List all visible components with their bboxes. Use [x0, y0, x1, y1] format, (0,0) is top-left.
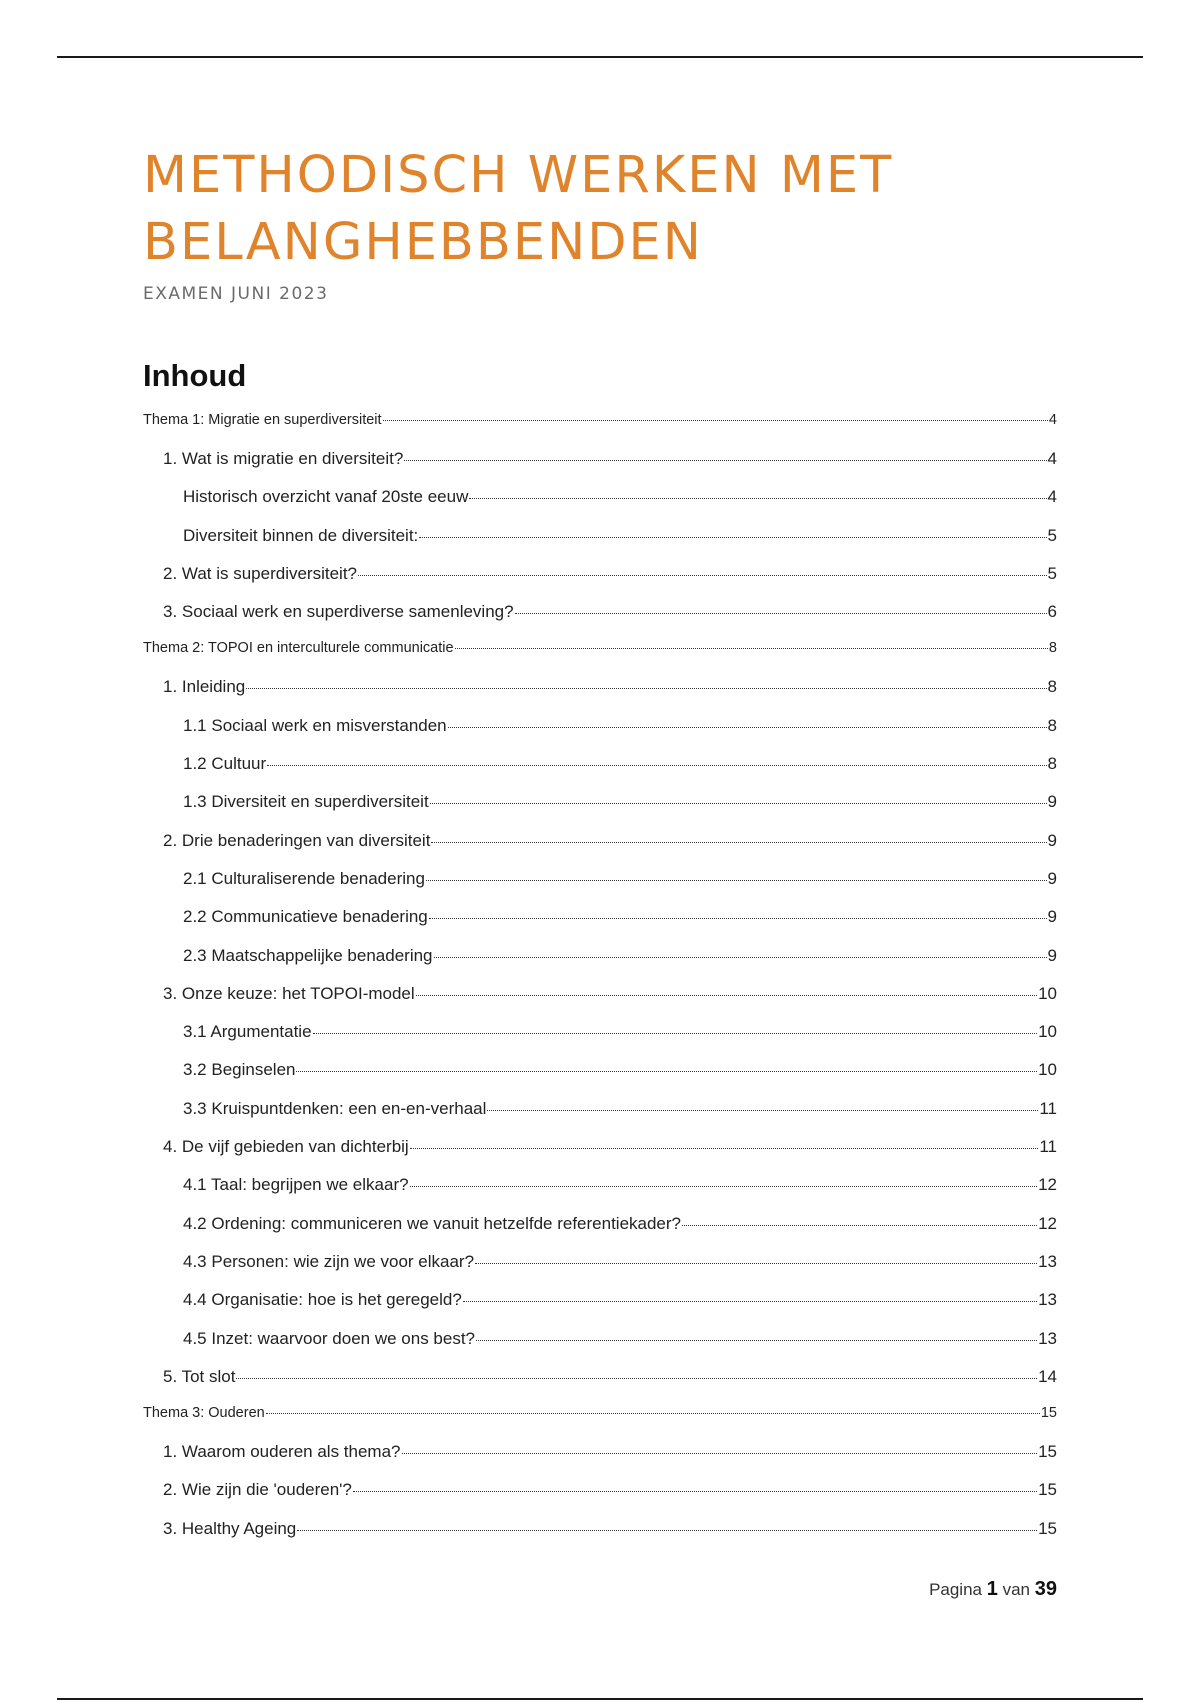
toc-entry-page: 5	[1047, 563, 1057, 583]
toc-dot-leader	[296, 1071, 1037, 1072]
toc-entry[interactable]	[143, 1329, 1057, 1367]
toc-entry-text: Thema 2: TOPOI en interculturele communicatie	[143, 640, 454, 657]
toc-dot-leader	[431, 842, 1046, 843]
toc-entry-text: 3. Healthy Ageing	[163, 1518, 297, 1538]
toc-entry-page: 8	[1047, 677, 1057, 697]
toc-entry-text: Thema 3: Ouderen	[143, 1405, 265, 1422]
toc-dot-leader	[515, 613, 1047, 614]
toc-entry-text: 2. Wat is superdiversiteit?	[163, 563, 357, 583]
toc-dot-leader	[455, 648, 1048, 649]
toc-entry-page: 10	[1038, 983, 1057, 1003]
toc-entry-text: 4.4 Organisatie: hoe is het geregeld?	[183, 1290, 462, 1310]
toc-entry-page: 11	[1039, 1137, 1057, 1157]
toc-entry[interactable]	[143, 1022, 1057, 1060]
toc-entry-page: 9	[1047, 830, 1057, 850]
toc-dot-leader	[404, 460, 1046, 461]
toc-entry-page: 4	[1048, 412, 1057, 428]
toc-entry-page: 14	[1038, 1366, 1057, 1386]
footer-middle: van	[1002, 1580, 1031, 1599]
toc-entry-text: 4.5 Inzet: waarvoor doen we ons best?	[183, 1328, 476, 1348]
toc-entry[interactable]	[143, 677, 1057, 715]
toc-dot-leader	[426, 880, 1047, 881]
toc-entry[interactable]	[143, 946, 1057, 984]
toc-entry-text: 5. Tot slot	[163, 1366, 236, 1386]
toc-dot-leader	[469, 498, 1046, 499]
toc-dot-leader	[353, 1491, 1037, 1492]
toc-entry-text: 4.2 Ordening: communiceren we vanuit hetzelfde referentiekader?	[183, 1213, 682, 1233]
toc-dot-leader	[475, 1263, 1037, 1264]
toc-dot-leader	[313, 1033, 1038, 1034]
toc-entry-text: Historisch overzicht vanaf 20ste eeuw	[183, 487, 469, 507]
toc-dot-leader	[266, 1413, 1040, 1414]
toc-entry[interactable]	[143, 1099, 1057, 1137]
toc-entry[interactable]	[143, 1290, 1057, 1328]
toc-entry-text: Diversiteit binnen de diversiteit:	[183, 525, 419, 545]
toc-entry[interactable]	[143, 1442, 1057, 1480]
toc-entry[interactable]	[143, 984, 1057, 1022]
toc-entry-text: 1.3 Diversiteit en superdiversiteit	[183, 792, 429, 812]
toc-dot-leader	[487, 1110, 1038, 1111]
toc-entry-text: 4.1 Taal: begrijpen we elkaar?	[183, 1175, 409, 1195]
toc-entry[interactable]	[143, 1480, 1057, 1518]
toc-entry-page: 13	[1038, 1328, 1057, 1348]
toc-entry[interactable]	[143, 792, 1057, 830]
toc-entry[interactable]	[143, 907, 1057, 945]
toc-dot-leader	[402, 1453, 1038, 1454]
toc-entry[interactable]	[143, 487, 1057, 525]
toc-entry[interactable]	[143, 1519, 1057, 1557]
toc-dot-leader	[383, 420, 1048, 421]
toc-dot-leader	[434, 957, 1047, 958]
toc-dot-leader	[463, 1301, 1037, 1302]
toc-entry[interactable]	[143, 640, 1057, 677]
toc-entry-page: 13	[1038, 1290, 1057, 1310]
toc-entry-page: 9	[1047, 792, 1057, 812]
toc-entry-text: 2. Drie benaderingen van diversiteit	[163, 830, 431, 850]
toc-dot-leader	[419, 537, 1046, 538]
toc-entry[interactable]	[143, 869, 1057, 907]
toc-entry[interactable]	[143, 1060, 1057, 1098]
toc-entry-page: 5	[1047, 525, 1057, 545]
footer-total-pages: 39	[1034, 1578, 1057, 1600]
toc-entry[interactable]	[143, 1137, 1057, 1175]
toc-entry-page: 9	[1047, 945, 1057, 965]
toc-entry-page: 15	[1040, 1405, 1057, 1422]
document-subtitle: EXAMEN JUNI 2023	[143, 284, 329, 304]
toc-dot-leader	[410, 1186, 1038, 1187]
toc-entry[interactable]	[143, 564, 1057, 602]
toc-dot-leader	[682, 1225, 1037, 1226]
toc-heading: Inhoud	[143, 358, 247, 393]
page-footer	[929, 1578, 1057, 1601]
toc-dot-leader	[267, 765, 1046, 766]
toc-entry-page: 4	[1047, 449, 1057, 468]
toc-entry[interactable]	[143, 1175, 1057, 1213]
toc-entry[interactable]	[143, 1252, 1057, 1290]
document-title: METHODISCH WERKEN MET BELANGHEBBENDEN	[143, 146, 894, 272]
toc-entry[interactable]	[143, 754, 1057, 792]
toc-entry-page: 9	[1047, 907, 1057, 927]
toc-entry-text: 2.1 Culturaliserende benadering	[183, 868, 425, 888]
footer-current-page: 1	[986, 1578, 998, 1600]
toc-entry-text: 3.3 Kruispuntdenken: een en-en-verhaal	[183, 1098, 487, 1118]
toc-entry-text: 1. Wat is migratie en diversiteit?	[163, 449, 404, 468]
toc-entry-page: 11	[1039, 1098, 1057, 1118]
toc-dot-leader	[476, 1340, 1037, 1341]
toc-entry-text: 2.2 Communicatieve benadering	[183, 907, 428, 927]
top-rule	[57, 56, 1143, 58]
toc-entry-text: 4.3 Personen: wie zijn we voor elkaar?	[183, 1251, 475, 1271]
toc-entry-page: 12	[1038, 1213, 1057, 1233]
toc-dot-leader	[358, 575, 1047, 576]
toc-entry-text: 3.1 Argumentatie	[183, 1022, 312, 1042]
toc-entry-text: 1.1 Sociaal werk en misverstanden	[183, 715, 447, 735]
footer-prefix: Pagina	[929, 1580, 982, 1599]
toc-entry[interactable]	[143, 1367, 1057, 1405]
toc-entry-page: 8	[1047, 754, 1057, 774]
toc-entry-page: 9	[1047, 868, 1057, 888]
toc-entry-page: 15	[1038, 1442, 1057, 1462]
toc-entry[interactable]	[143, 602, 1057, 640]
toc-entry[interactable]	[143, 1214, 1057, 1252]
toc-entry[interactable]	[143, 526, 1057, 564]
toc-entry[interactable]	[143, 412, 1057, 449]
toc-dot-leader	[416, 995, 1037, 996]
toc-dot-leader	[246, 688, 1046, 689]
toc-entry-text: 3. Sociaal werk en superdiverse samenleving?	[163, 602, 514, 622]
toc-entry-text: 2. Wie zijn die 'ouderen'?	[163, 1480, 352, 1500]
toc-entry[interactable]	[143, 1405, 1057, 1442]
toc-entry-page: 6	[1047, 602, 1057, 622]
toc-entry[interactable]	[143, 831, 1057, 869]
toc-entry-page: 8	[1048, 640, 1057, 657]
toc-dot-leader	[410, 1148, 1039, 1149]
toc-entry-page: 15	[1038, 1480, 1057, 1500]
toc-dot-leader	[236, 1378, 1037, 1379]
toc-entry[interactable]	[143, 716, 1057, 754]
toc-entry-text: 3. Onze keuze: het TOPOI-model	[163, 983, 415, 1003]
toc-entry-page: 8	[1047, 715, 1057, 735]
toc-entry-page: 15	[1038, 1518, 1057, 1538]
toc-entry-text: 1. Waarom ouderen als thema?	[163, 1442, 401, 1462]
toc-entry[interactable]	[143, 449, 1057, 487]
toc-dot-leader	[429, 918, 1047, 919]
toc-entry-text: Thema 1: Migratie en superdiversiteit	[143, 412, 382, 428]
toc-entry-text: 1.2 Cultuur	[183, 754, 267, 774]
toc-entry-page: 10	[1038, 1022, 1057, 1042]
toc-entry-text: 2.3 Maatschappelijke benadering	[183, 945, 433, 965]
toc-dot-leader	[448, 727, 1047, 728]
toc-entry-page: 10	[1038, 1060, 1057, 1080]
toc-dot-leader	[430, 803, 1047, 804]
toc-entry-text: 4. De vijf gebieden van dichterbij	[163, 1137, 409, 1157]
toc-entry-page: 13	[1038, 1251, 1057, 1271]
toc-entry-page: 12	[1038, 1175, 1057, 1195]
toc-entry-page: 4	[1047, 487, 1057, 507]
toc-entry-text: 3.2 Beginselen	[183, 1060, 296, 1080]
table-of-contents	[143, 412, 1057, 1557]
toc-dot-leader	[297, 1530, 1037, 1531]
toc-entry-text: 1. Inleiding	[163, 677, 246, 697]
